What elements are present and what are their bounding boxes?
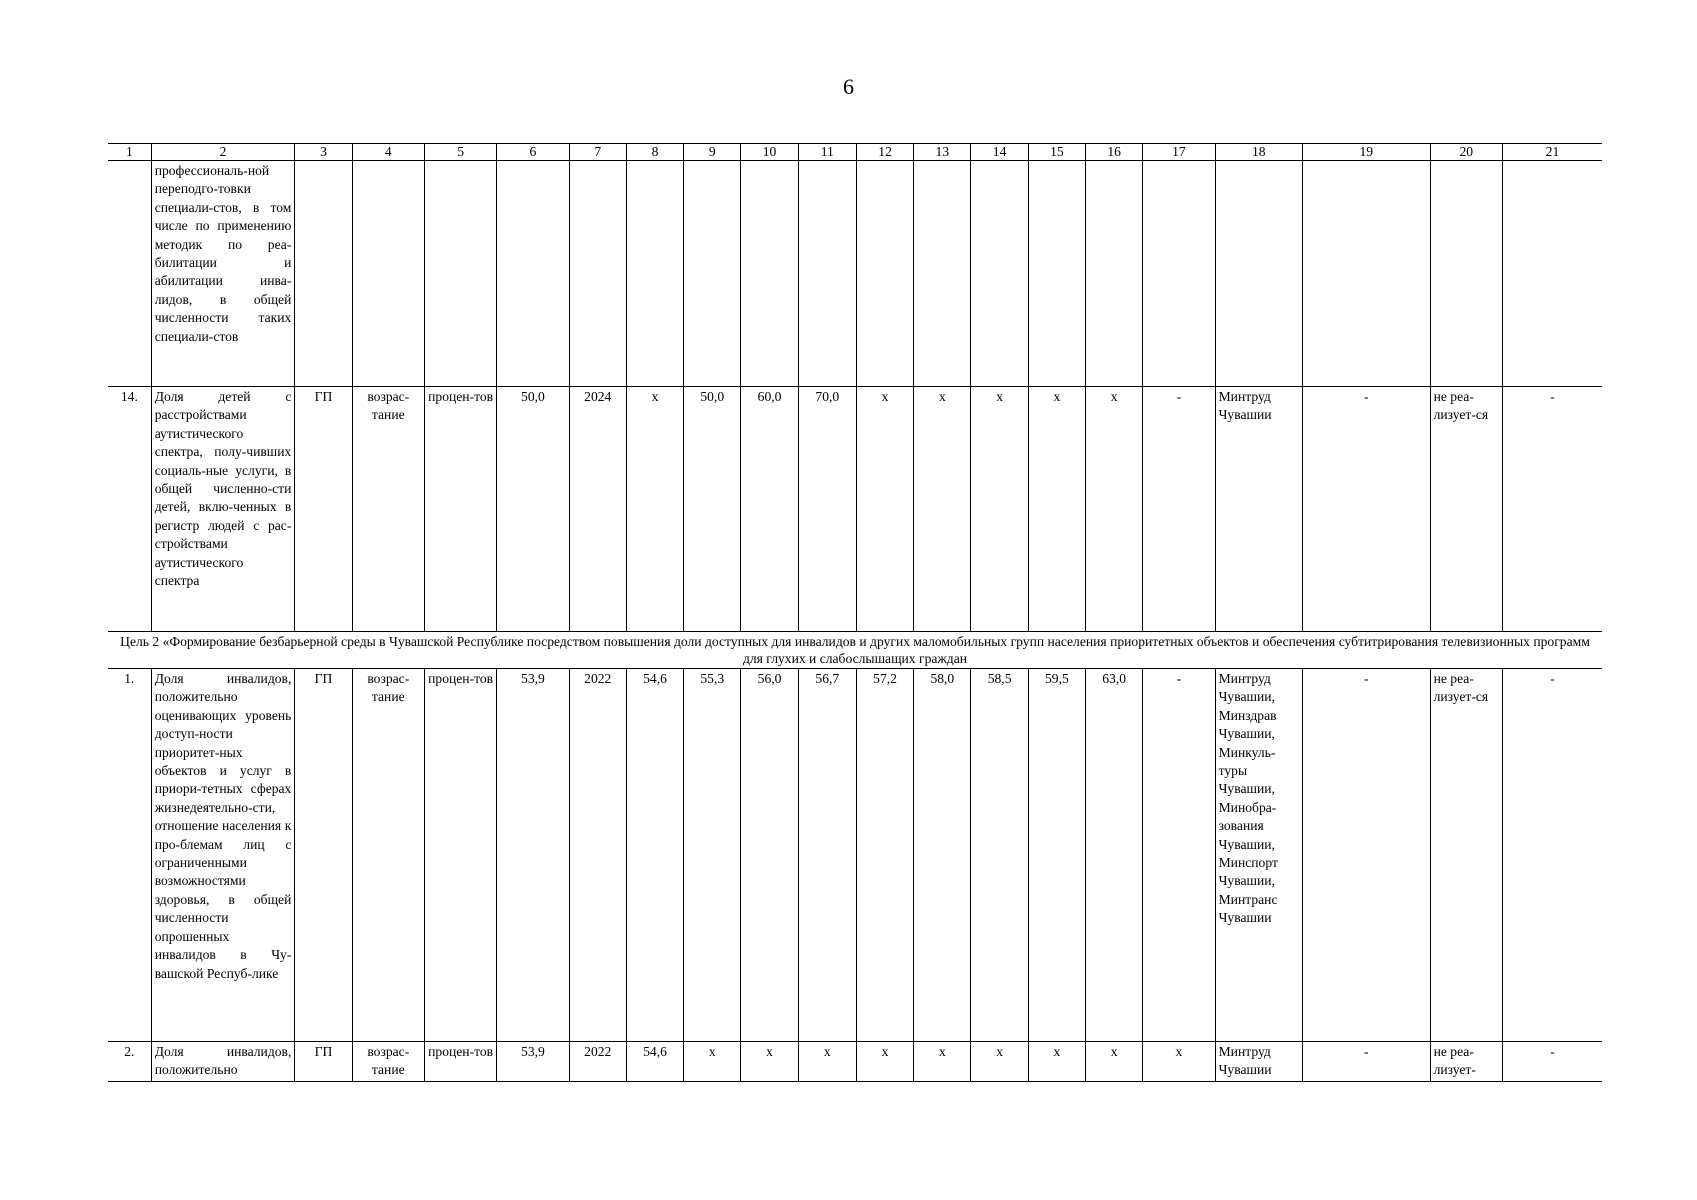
value-cell: 57,2 [856,669,913,1042]
value-cell: 63,0 [1086,669,1143,1042]
row-number: 14. [108,387,151,632]
value-cell: - [1303,387,1431,632]
responsible-cell: Минтруд Чувашии [1215,1042,1302,1082]
col-header: 9 [684,144,741,161]
table-row-continuation [108,161,1602,387]
col-header: 2 [151,144,295,161]
col-header: 6 [497,144,569,161]
value-cell: 56,0 [741,669,798,1042]
value-cell: х [1086,387,1143,632]
unit: процен-тов [424,669,496,1042]
col-header: 17 [1143,144,1215,161]
value-cell: 70,0 [798,387,856,632]
indicator-name-cell: Доля инвалидов, положительно оценивающих уровень доступ-ности приоритет-ных объектов и услуг в приори-тетных сферах жизнедеятельно-сти, отношение населения к про-блемам лиц с ограниченными возможностями здоровья, в общей численности опрошенных инвалидов в Чу-вашской Респуб-лике [151,669,295,1042]
status-cell: не реа-лизует- [1430,1042,1502,1082]
indicator-type: ГП [295,387,352,632]
col-header: 7 [569,144,626,161]
direction: возрас-тание [352,387,424,632]
value-cell: х [741,1042,798,1082]
col-header: 8 [626,144,683,161]
col-header: 15 [1028,144,1085,161]
value-cell: - [1502,669,1602,1042]
status-cell: не реа-лизует-ся [1430,669,1502,1042]
base-year: 2024 [569,387,626,632]
col-header: 3 [295,144,352,161]
table-row-14 [108,387,1602,632]
goal-2-text: Цель 2 «Формирование безбарьерной среды в Чувашской Республике посредством повышения доли доступных для инвалидов и других маломобильных групп населения приоритетных объектов и обеспечения субтитрирования телевизионных программ для глухих и слабослышащих граждан [108,632,1602,669]
col-header: 14 [971,144,1028,161]
value-cell: 56,7 [798,669,856,1042]
value-cell: - [1303,669,1431,1042]
base-year: 2022 [569,1042,626,1082]
value-cell: х [798,1042,856,1082]
col-header: 21 [1502,144,1602,161]
table-row-1 [108,669,1602,1042]
value-cell: х [1143,1042,1215,1082]
col-header: 4 [352,144,424,161]
col-header: 12 [856,144,913,161]
value-cell: х [1086,1042,1143,1082]
value-cell: - [1502,1042,1602,1082]
indicator-name-cell: Доля детей с расстройствами аутистического спектра, полу-чивших социаль-ные услуги, в общей численно-сти детей, вклю-ченных в регистр людей с рас-стройствами аутистического спектра [151,387,295,632]
indicator-type: ГП [295,1042,352,1082]
value-cell: 55,3 [684,669,741,1042]
base-value: 53,9 [497,669,569,1042]
base-value: 53,9 [497,1042,569,1082]
row-number: 2. [108,1042,151,1082]
direction: возрас-тание [352,669,424,1042]
col-header: 13 [914,144,971,161]
goal-row [108,632,1602,669]
value-cell: 59,5 [1028,669,1085,1042]
value-cell: - [1502,387,1602,632]
value-cell: 58,0 [914,669,971,1042]
col-header: 19 [1303,144,1431,161]
value-cell: х [626,387,683,632]
value-cell: 54,6 [626,1042,683,1082]
page-number: 6 [843,74,854,99]
responsible-cell: Минтруд Чувашии [1215,387,1302,632]
unit: процен-тов [424,1042,496,1082]
unit: процен-тов [424,387,496,632]
col-header: 5 [424,144,496,161]
table-row-2 [108,1042,1602,1082]
base-year: 2022 [569,669,626,1042]
value-cell: 50,0 [684,387,741,632]
value-cell: х [684,1042,741,1082]
indicators-table [108,143,1602,1082]
indicator-type: ГП [295,669,352,1042]
row-number: 1. [108,669,151,1042]
value-cell: - [1303,1042,1431,1082]
value-cell: х [914,1042,971,1082]
value-cell: х [856,387,913,632]
col-header: 20 [1430,144,1502,161]
value-cell: х [1028,1042,1085,1082]
base-value: 50,0 [497,387,569,632]
value-cell: х [971,1042,1028,1082]
col-header: 16 [1086,144,1143,161]
value-cell: - [1143,387,1215,632]
responsible-cell: Минтруд Чувашии, Минздрав Чувашии, Минкуль-туры Чувашии, Минобра-зования Чувашии, Минспорт Чувашии, Минтранс Чувашии [1215,669,1302,1042]
value-cell: х [856,1042,913,1082]
col-header: 18 [1215,144,1302,161]
value-cell: х [914,387,971,632]
col-header: 10 [741,144,798,161]
indicator-name-cell: Доля инвалидов, положительно [151,1042,295,1082]
value-cell: - [1143,669,1215,1042]
indicator-name-cell: профессиональ-ной переподго-товки специали-стов, в том числе по применению методик по реа-билитации и абилитации инва-лидов, в общей численности таких специали-стов [151,161,295,387]
col-header: 11 [798,144,856,161]
value-cell: 58,5 [971,669,1028,1042]
value-cell: 60,0 [741,387,798,632]
value-cell: х [971,387,1028,632]
value-cell: 54,6 [626,669,683,1042]
col-header: 1 [108,144,151,161]
column-number-row [108,144,1602,161]
status-cell: не реа-лизует-ся [1430,387,1502,632]
value-cell: х [1028,387,1085,632]
direction: возрас-тание [352,1042,424,1082]
